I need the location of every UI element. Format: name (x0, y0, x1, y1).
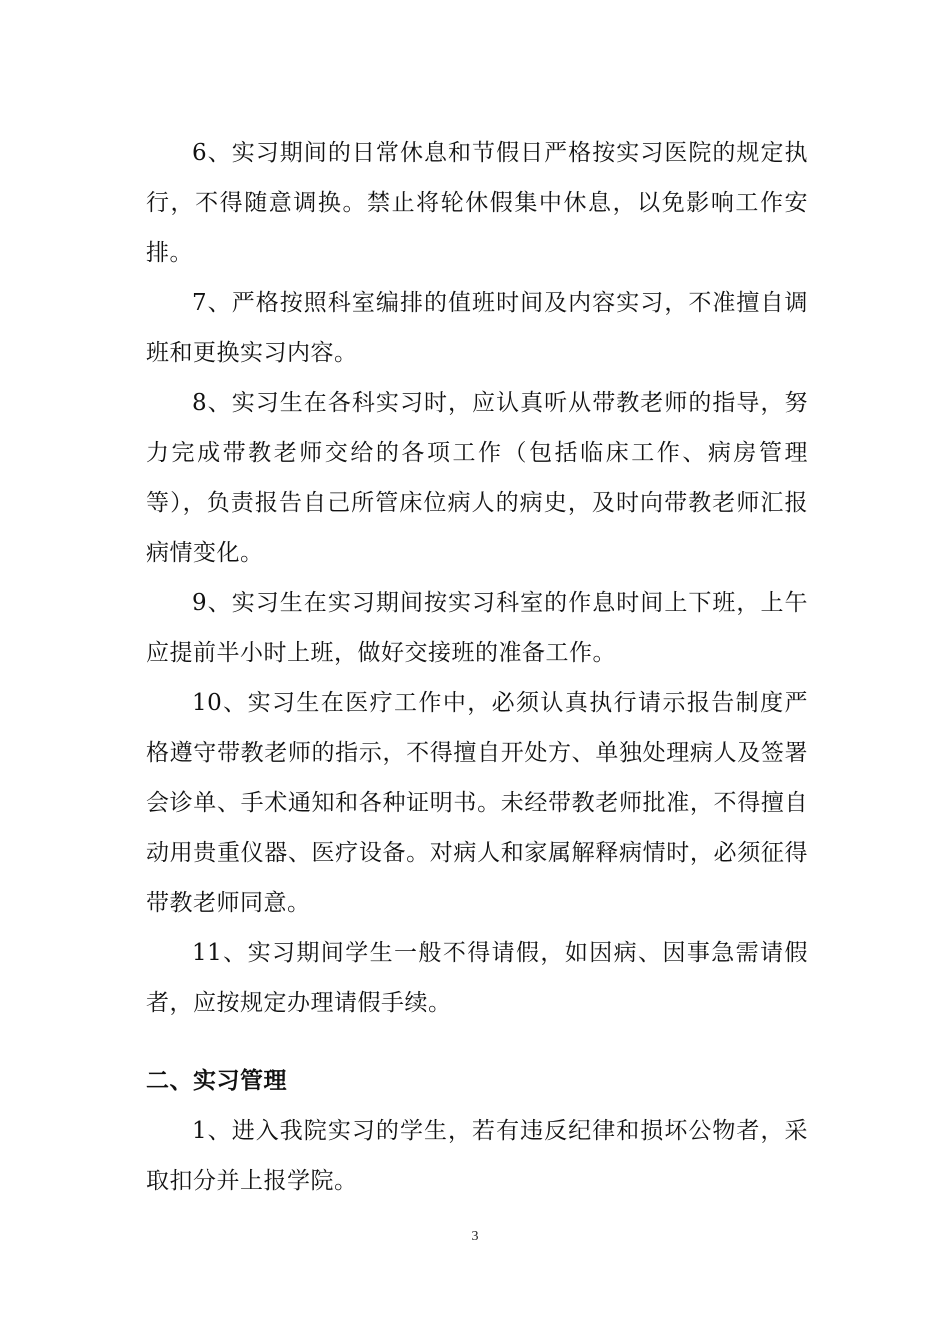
page-number: 3 (471, 1229, 479, 1244)
paragraph-rule-10: 10、实习生在医疗工作中，必须认真执行请示报告制度严格遵守带教老师的指示，不得擅自开处方、单独处理病人及签署会诊单、手术通知和各种证明书。未经带教老师批准，不得擅自动用贵重仪器、医疗设备。对病人和家属解释病情时，必须征得带教老师同意。 (146, 690, 808, 916)
paragraph-rule-8: 8、实习生在各科实习时，应认真听从带教老师的指导，努力完成带教老师交给的各项工作（包括临床工作、病房管理等），负责报告自己所管床位病人的病史，及时向带教老师汇报病情变化。 (146, 390, 808, 566)
paragraph-rule-7: 7、严格按照科室编排的值班时间及内容实习，不准擅自调班和更换实习内容。 (146, 290, 808, 366)
paragraph-rule-11: 11、实习期间学生一般不得请假，如因病、因事急需请假者，应按规定办理请假手续。 (146, 940, 808, 1016)
paragraph-rule-9: 9、实习生在实习期间按实习科室的作息时间上下班，上午应提前半小时上班，做好交接班的准备工作。 (146, 590, 808, 666)
section-title-internship-management: 二、实习管理 (146, 1068, 287, 1094)
document-body (146, 128, 808, 1206)
paragraph-management-1: 1、进入我院实习的学生，若有违反纪律和损坏公物者，采取扣分并上报学院。 (146, 1118, 808, 1194)
paragraph-rule-6: 6、实习期间的日常休息和节假日严格按实习医院的规定执行，不得随意调换。禁止将轮休假集中休息，以免影响工作安排。 (146, 140, 808, 266)
